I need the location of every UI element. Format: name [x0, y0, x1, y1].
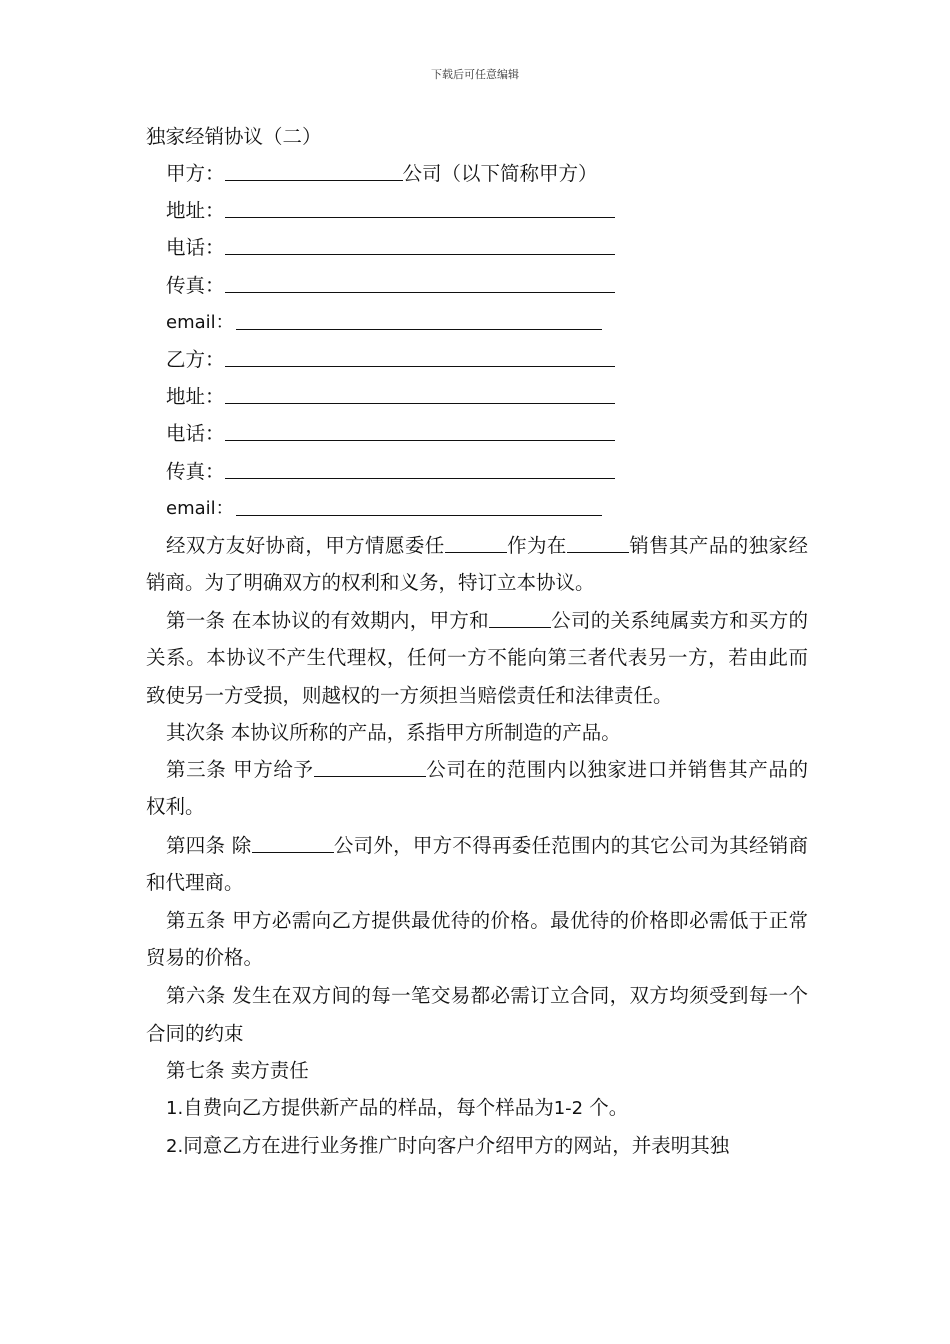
article-7-item-1-text-b: 个。 — [583, 1095, 629, 1119]
article-5-paragraph: 第五条 甲方必需向乙方提供最优待的价格。最优待的价格即必需低于正常贸易的价格。 — [146, 908, 808, 970]
article-7-item-1-text-a: 自费向乙方提供新产品的样品，每个样品为 — [183, 1095, 554, 1119]
party-b-phone-blank[interactable] — [225, 415, 615, 441]
party-b-name-label: 乙方： — [166, 347, 225, 371]
party-a-address-label: 地址： — [166, 199, 225, 223]
party-a-address-row — [146, 192, 808, 229]
party-b-address-row — [146, 378, 808, 415]
document-title: 独家经销协议（二） — [146, 125, 322, 148]
intro-text-3: 销售其产品的独家经销商。为了明确双方的权利和义务，特订立本协议。 — [146, 533, 808, 595]
article-7-item-1-quantity: 1-2 — [553, 1097, 584, 1119]
party-b-phone-label: 电话： — [166, 422, 225, 446]
party-b-address-label: 地址： — [166, 385, 225, 409]
intro-blank-distributor[interactable] — [445, 527, 507, 553]
party-b-fax-blank[interactable] — [225, 453, 615, 479]
party-a-fax-label: 传真： — [166, 273, 225, 297]
article-7-item-1-number: 1. — [166, 1097, 184, 1119]
party-b-fax-row — [146, 453, 808, 490]
party-a-fax-blank[interactable] — [225, 267, 615, 293]
party-b-email-label: email： — [166, 497, 234, 519]
article-3-paragraph — [146, 751, 808, 825]
article-6-paragraph: 第六条 发生在双方间的每一笔交易都必需订立合同，双方均须受到每一个合同的约束 — [146, 984, 808, 1045]
article-4-text-2: 公司外，甲方不得再委任范围内的其它公司为其经销商和代理商。 — [146, 833, 808, 894]
party-b-email-blank[interactable] — [236, 490, 602, 516]
party-a-name-row — [146, 155, 808, 192]
article-3-text-1: 第三条 甲方给予 — [166, 758, 314, 782]
article-1-text-2: 公司的关系纯属卖方和买方的关系。本协议不产生代理权，任何一方不能向第三者代表另一方，若由此而致使另一方受损，则越权的一方须担当赔偿责任和法律责任。 — [146, 609, 808, 707]
party-a-email-label: email： — [166, 311, 234, 333]
article-7-item-2 — [146, 1127, 808, 1165]
intro-paragraph — [146, 527, 808, 601]
party-a-address-blank[interactable] — [225, 192, 615, 218]
party-a-phone-row — [146, 229, 808, 266]
party-a-name-suffix: 公司（以下简称甲方） — [402, 162, 598, 185]
article-3-text-2: 公司在的范围内以独家进口并销售其产品的权利。 — [146, 758, 808, 819]
party-a-email-row — [146, 304, 808, 341]
intro-text-1: 经双方友好协商，甲方情愿委任 — [166, 533, 445, 557]
intro-blank-region[interactable] — [567, 527, 629, 553]
party-b-email-row — [146, 490, 808, 527]
article-4-text-1: 第四条 除 — [166, 833, 252, 857]
article-1-paragraph — [146, 602, 808, 714]
party-b-address-blank[interactable] — [225, 378, 615, 404]
party-a-name-label: 甲方： — [166, 162, 225, 185]
party-a-fax-row — [146, 267, 808, 304]
article-7-heading: 第七条 卖方责任 — [166, 1058, 309, 1082]
party-a-email-blank[interactable] — [236, 304, 602, 330]
party-b-phone-row — [146, 415, 808, 452]
article-3-blank-company[interactable] — [314, 751, 426, 777]
article-2-paragraph: 其次条 本协议所称的产品，系指甲方所制造的产品。 — [166, 720, 621, 744]
party-b-name-blank[interactable] — [225, 341, 615, 367]
intro-text-2: 作为在 — [506, 533, 567, 557]
party-b-fax-label: 传真： — [166, 459, 225, 483]
article-4-paragraph — [146, 827, 808, 901]
article-7-item-2-text: 同意乙方在进行业务推广时向客户介绍甲方的网站，并表明其独 — [183, 1134, 730, 1158]
party-a-name-blank[interactable] — [225, 155, 403, 181]
party-a-phone-label: 电话： — [166, 236, 225, 260]
party-b-name-row — [146, 341, 808, 378]
article-7-item-2-number: 2. — [166, 1136, 184, 1158]
article-1-blank-company[interactable] — [489, 602, 551, 628]
document-body — [146, 118, 808, 1165]
article-4-blank-company[interactable] — [252, 827, 334, 853]
article-7-item-1 — [146, 1089, 808, 1127]
article-1-text-1: 第一条 在本协议的有效期内，甲方和 — [166, 609, 489, 633]
page-header-note: 下载后可任意编辑 — [431, 68, 519, 81]
party-a-phone-blank[interactable] — [225, 229, 615, 255]
